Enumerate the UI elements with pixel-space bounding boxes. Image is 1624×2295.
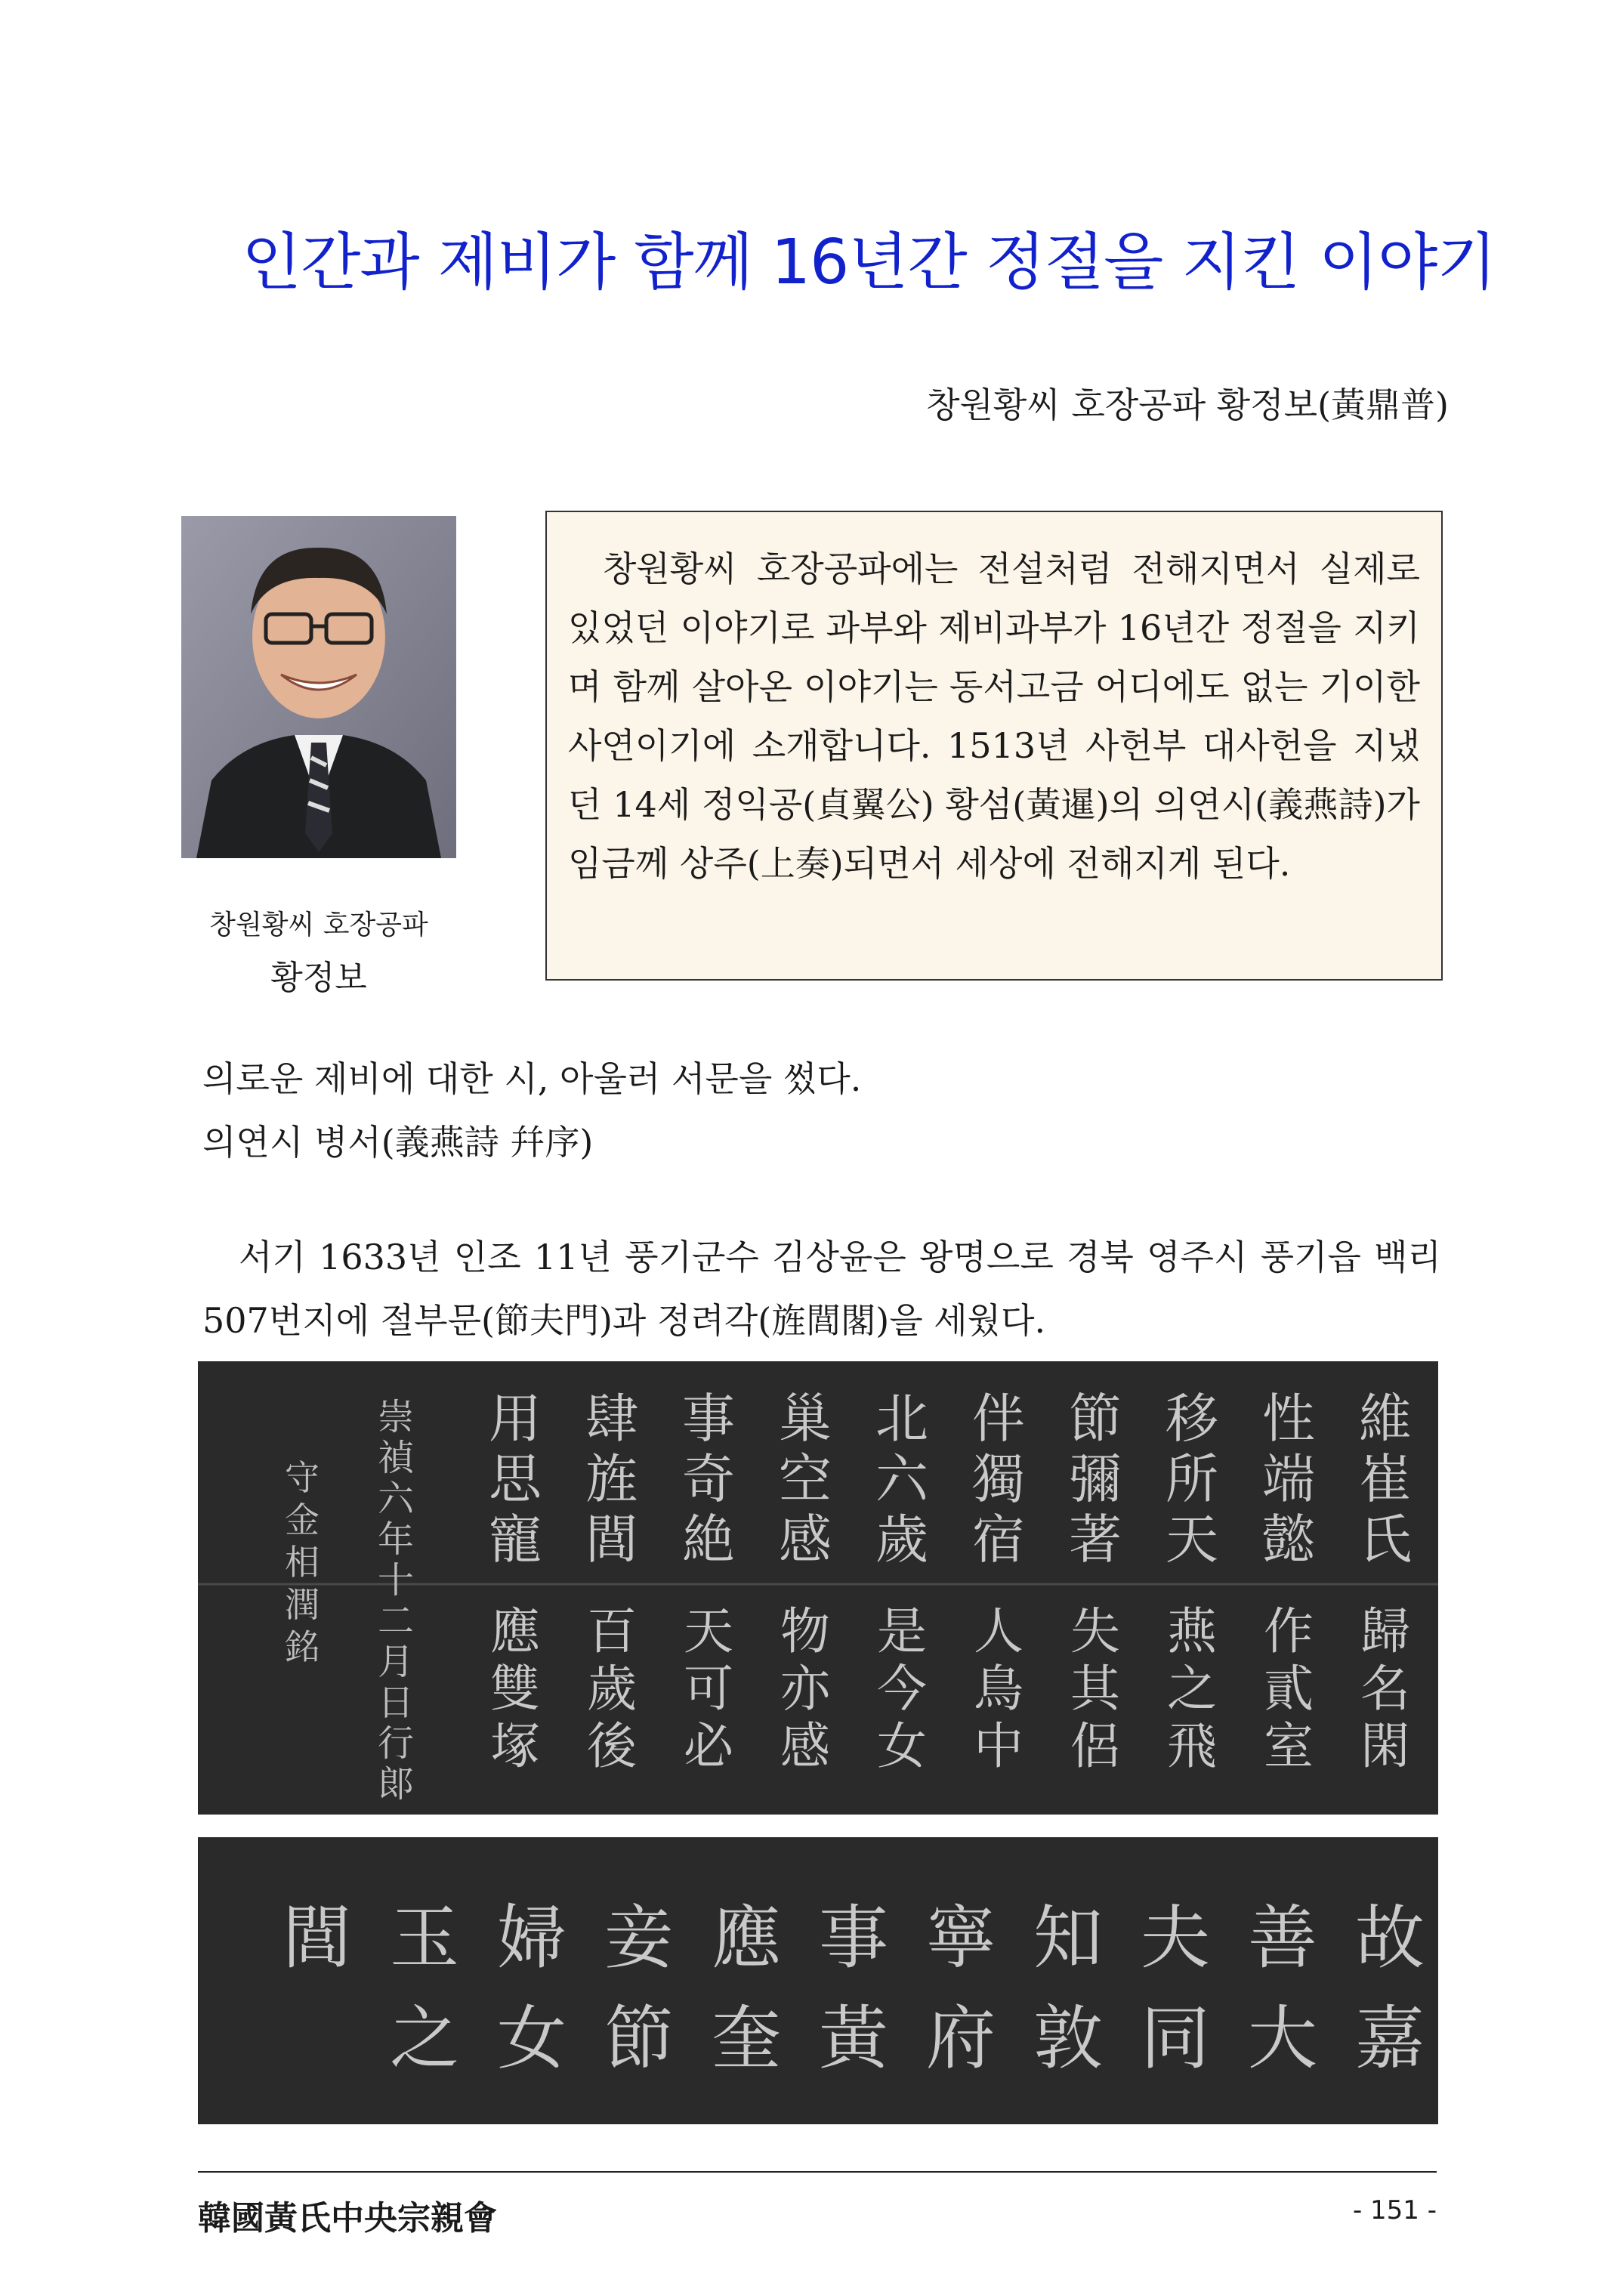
inscription-lower-column-1-top: 故 bbox=[1354, 1898, 1425, 1978]
inscription-column-7-bottom-char: 物 bbox=[780, 1602, 830, 1660]
inscription-lower-column-6-top: 事 bbox=[818, 1898, 889, 1978]
inscription-lower-column-4-bottom: 敦 bbox=[1033, 1998, 1104, 2079]
inscription-column-8-top-char: 奇 bbox=[682, 1448, 735, 1510]
inscription-column-7-bottom-char: 感 bbox=[780, 1717, 830, 1775]
inscription-lower-column-9-top: 婦 bbox=[496, 1898, 567, 1978]
inscription-lower-column-7-top: 應 bbox=[711, 1898, 782, 1978]
inscription-column-8-top-char: 絶 bbox=[682, 1509, 735, 1571]
inscription-lower-column-3-bottom: 同 bbox=[1140, 1998, 1211, 2079]
inscription-column-10-top-char: 寵 bbox=[489, 1509, 542, 1571]
inscription-lower-column-5-bottom: 府 bbox=[925, 1998, 996, 2079]
inscription-column-4-bottom-char: 其 bbox=[1070, 1660, 1120, 1718]
inscription-column-6-bottom-char: 女 bbox=[877, 1717, 927, 1775]
body-paragraph: 서기 1633년 인조 11년 풍기군수 김상윤은 왕명으로 경북 영주시 풍기읍 백리 507번지에 절부문(節夫門)과 정려각(旌閭閣)을 세웠다. bbox=[202, 1237, 1441, 1341]
inscription-column-1-top bbox=[1359, 1388, 1412, 1571]
inscription-signature-column-char: 金 bbox=[285, 1500, 320, 1540]
inscription-column-4-top-char: 彌 bbox=[1069, 1448, 1122, 1510]
inscription-column-10-bottom-char: 應 bbox=[490, 1602, 540, 1660]
inscription-column-2-bottom-char: 作 bbox=[1264, 1602, 1314, 1660]
inscription-column-2-top bbox=[1262, 1388, 1316, 1571]
inscription-column-5-top-char: 宿 bbox=[972, 1509, 1025, 1571]
inscription-lower-column-8-top: 妾 bbox=[604, 1898, 675, 1978]
photo-caption-name: 황정보 bbox=[270, 959, 367, 997]
inscription-column-2-bottom-char: 貳 bbox=[1264, 1660, 1314, 1718]
inscription-column-7-bottom bbox=[780, 1602, 832, 1775]
inscription-column-6-bottom-char: 今 bbox=[877, 1660, 927, 1718]
inscription-lower-column-10-top: 玉 bbox=[389, 1898, 460, 1978]
inscription-column-2-bottom-char: 室 bbox=[1264, 1717, 1314, 1775]
inscription-column-10-bottom-char: 塚 bbox=[490, 1717, 540, 1775]
author-portrait-image bbox=[181, 516, 456, 858]
inscription-column-5-top-char: 伴 bbox=[972, 1388, 1025, 1450]
inscription-lower-column-10-bottom: 之 bbox=[389, 1998, 460, 2079]
inscription-date-column-char: 二 bbox=[377, 1600, 415, 1642]
inscription-column-2-bottom bbox=[1264, 1602, 1314, 1775]
inscription-column-6-top-char: 六 bbox=[875, 1448, 928, 1510]
inscription-column-1-bottom bbox=[1360, 1602, 1410, 1775]
inscription-column-10-top-char: 用 bbox=[489, 1388, 542, 1450]
inscription-column-3-top bbox=[1166, 1388, 1218, 1571]
inscription-lower-column-1-bottom: 嘉 bbox=[1354, 1998, 1425, 2079]
inscription-column-10-top bbox=[489, 1388, 543, 1571]
inscription-column-3-top-char: 天 bbox=[1166, 1509, 1218, 1571]
inscription-date-column-char: 日 bbox=[377, 1682, 415, 1724]
inscription-column-5-top-char: 獨 bbox=[972, 1448, 1025, 1510]
inscription-rubbing-upper bbox=[198, 1361, 1438, 1815]
inscription-column-9-top-char: 肆 bbox=[585, 1388, 638, 1450]
inscription-column-3-top-char: 所 bbox=[1166, 1448, 1218, 1510]
inscription-date-column-char: 行 bbox=[377, 1722, 415, 1765]
inscription-column-1-top-char: 維 bbox=[1359, 1388, 1412, 1450]
inscription-signature-column-char: 守 bbox=[285, 1457, 320, 1498]
inscription-column-9-top-char: 閭 bbox=[585, 1509, 638, 1571]
inscription-date-column-char: 郞 bbox=[377, 1763, 415, 1805]
inscription-column-3-bottom-char: 燕 bbox=[1167, 1602, 1217, 1660]
inscription-column-8-top bbox=[682, 1388, 735, 1571]
intro-box: 창원황씨 호장공파에는 전설처럼 전해지면서 실제로 있었던 이야기로 과부와 제비과부가 16년간 정절을 지키며 함께 살아온 이야기는 동서고금 어디에도 없는 기이한 사연이기에 소개합니다. 1513년 사헌부 대사헌을 지냈던 14세 정익공(貞翼公) 황섬(黃暹)의 의연시(義燕詩)가 임금께 상주(上奏)되면서 세상에 전해지게 된다. bbox=[545, 511, 1443, 981]
inscription-signature-column-char: 潤 bbox=[285, 1584, 320, 1625]
inscription-column-2-top-char: 性 bbox=[1262, 1388, 1315, 1450]
inscription-column-3-bottom-char: 之 bbox=[1167, 1660, 1217, 1718]
footer-society-name: 韓國黃氏中央宗親會 bbox=[198, 2199, 497, 2238]
inscription-column-7-top bbox=[779, 1388, 832, 1571]
inscription-column-3-bottom-char: 飛 bbox=[1167, 1717, 1217, 1775]
inscription-column-1-bottom-char: 歸 bbox=[1360, 1602, 1410, 1660]
inscription-column-9-top-char: 旌 bbox=[585, 1448, 638, 1510]
inscription-column-2-top-char: 懿 bbox=[1262, 1509, 1315, 1571]
inscription-signature-column-char: 銘 bbox=[285, 1626, 320, 1667]
inscription-lower-column-11-top: 閭 bbox=[282, 1898, 353, 1978]
inscription-column-5-top bbox=[972, 1388, 1025, 1571]
inscription-lower-column-2-bottom: 大 bbox=[1247, 1998, 1318, 2079]
inscription-column-4-bottom-char: 侶 bbox=[1070, 1717, 1120, 1775]
inscription-column-4-top bbox=[1069, 1388, 1122, 1571]
inscription-column-5-bottom-char: 人 bbox=[974, 1602, 1023, 1660]
inscription-column-3-bottom bbox=[1167, 1602, 1218, 1775]
inscription-column-6-top bbox=[875, 1388, 929, 1571]
inscription-column-10-bottom bbox=[490, 1602, 541, 1775]
inscription-signature-column-char: 相 bbox=[285, 1542, 320, 1583]
inscription-column-1-top-char: 崔 bbox=[1359, 1448, 1412, 1510]
inscription-tablet-lower bbox=[198, 1837, 1438, 2124]
author-byline: 창원황씨 호장공파 황정보(黃鼎普) bbox=[926, 385, 1449, 425]
inscription-column-8-bottom-char: 可 bbox=[684, 1660, 733, 1718]
inscription-column-10-top-char: 思 bbox=[489, 1448, 542, 1510]
inscription-column-4-top-char: 節 bbox=[1069, 1388, 1122, 1450]
inscription-column-8-top-char: 事 bbox=[682, 1388, 735, 1450]
inscription-column-9-bottom-char: 百 bbox=[587, 1602, 637, 1660]
inscription-column-4-top-char: 著 bbox=[1069, 1509, 1122, 1571]
inscription-rubbing-lower bbox=[198, 1837, 1438, 2124]
inscription-column-7-top-char: 感 bbox=[779, 1509, 832, 1571]
inscription-column-3-top-char: 移 bbox=[1166, 1388, 1218, 1450]
footer-divider bbox=[198, 2171, 1437, 2173]
inscription-column-5-bottom-char: 中 bbox=[974, 1717, 1023, 1775]
inscription-column-6-top-char: 北 bbox=[875, 1388, 928, 1450]
inscription-column-4-bottom-char: 失 bbox=[1070, 1602, 1120, 1660]
inscription-column-6-bottom-char: 是 bbox=[877, 1602, 927, 1660]
poem-title-line: 의연시 병서(義燕詩 幷序) bbox=[202, 1122, 594, 1163]
inscription-column-4-bottom bbox=[1070, 1602, 1122, 1775]
inscription-column-8-bottom bbox=[684, 1602, 735, 1775]
inscription-lower-column-5-top: 寧 bbox=[925, 1898, 996, 1978]
inscription-date-column-char: 月 bbox=[377, 1641, 415, 1683]
photo-caption-clan: 창원황씨 호장공파 bbox=[209, 910, 428, 941]
inscription-date-column bbox=[378, 1396, 417, 1805]
inscription-lower-column-6-bottom: 黃 bbox=[818, 1998, 889, 2079]
inscription-tablet-upper bbox=[198, 1361, 1438, 1815]
inscription-date-column-char: 六 bbox=[377, 1478, 415, 1520]
inscription-lower-column-3-top: 夫 bbox=[1140, 1898, 1211, 1978]
inscription-lower-column-9-bottom: 女 bbox=[496, 1998, 567, 2079]
inscription-lower-column-2-top: 善 bbox=[1247, 1898, 1318, 1978]
inscription-column-7-bottom-char: 亦 bbox=[780, 1660, 830, 1718]
inscription-column-7-top-char: 巢 bbox=[779, 1388, 832, 1450]
inscription-column-1-bottom-char: 閑 bbox=[1360, 1717, 1410, 1775]
poem-note-line: 의로운 제비에 대한 시, 아울러 서문을 썼다. bbox=[202, 1058, 862, 1099]
inscription-column-9-bottom bbox=[587, 1602, 638, 1775]
inscription-signature-column bbox=[285, 1457, 320, 1667]
inscription-column-9-top bbox=[585, 1388, 638, 1571]
inscription-date-column-char: 崇 bbox=[377, 1396, 415, 1438]
inscription-lower-column-8-bottom: 節 bbox=[604, 1998, 675, 2079]
inscription-column-8-bottom-char: 天 bbox=[684, 1602, 733, 1660]
inscription-column-6-top-char: 歲 bbox=[875, 1509, 928, 1571]
inscription-column-9-bottom-char: 歲 bbox=[587, 1660, 637, 1718]
inscription-date-column-char: 十 bbox=[377, 1559, 415, 1602]
page-title: 인간과 제비가 함께 16년간 정절을 지킨 이야기 bbox=[242, 227, 1496, 298]
inscription-lower-column-4-top: 知 bbox=[1033, 1898, 1104, 1978]
inscription-column-1-top-char: 氏 bbox=[1359, 1509, 1412, 1571]
inscription-column-2-top-char: 端 bbox=[1262, 1448, 1315, 1510]
inscription-lower-column-7-bottom: 奎 bbox=[711, 1998, 782, 2079]
inscription-column-9-bottom-char: 後 bbox=[587, 1717, 637, 1775]
inscription-column-1-bottom-char: 名 bbox=[1360, 1660, 1410, 1718]
author-photo bbox=[181, 516, 456, 858]
inscription-column-8-bottom-char: 必 bbox=[684, 1717, 733, 1775]
inscription-column-7-top-char: 空 bbox=[779, 1448, 832, 1510]
inscription-column-5-bottom-char: 鳥 bbox=[974, 1660, 1023, 1718]
inscription-column-5-bottom bbox=[974, 1602, 1023, 1775]
inscription-date-column-char: 年 bbox=[377, 1518, 415, 1561]
inscription-column-10-bottom-char: 雙 bbox=[490, 1660, 540, 1718]
inscription-column-6-bottom bbox=[877, 1602, 927, 1775]
page-number: - 151 - bbox=[1352, 2195, 1437, 2226]
inscription-date-column-char: 禎 bbox=[377, 1437, 415, 1479]
